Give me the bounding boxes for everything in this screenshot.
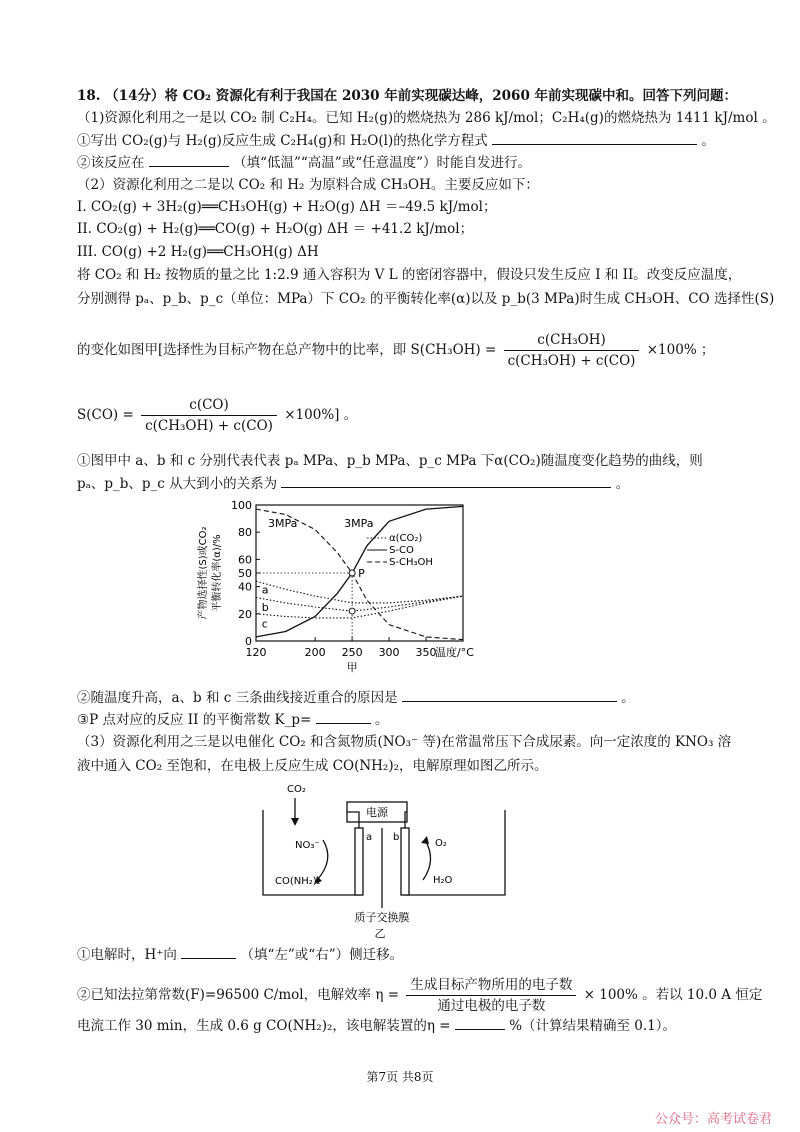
y-tick-label: 40 <box>238 580 252 594</box>
y-axis-label-2: 平衡转化率(α)/% <box>212 534 223 612</box>
h2o-label: H₂O <box>433 875 453 886</box>
y-tick-label: 50 <box>238 567 252 580</box>
point-p-label: P <box>358 567 365 580</box>
legend-label: S-CO <box>389 545 414 556</box>
x-tick-label: 300 <box>378 646 400 659</box>
o2-arrowhead <box>421 836 429 844</box>
legend-label: S-CH₃OH <box>389 557 433 568</box>
electrode-b-label: b <box>393 832 400 843</box>
answer-blank-2[interactable] <box>149 153 229 167</box>
figure-yi-electrolysis <box>255 780 515 940</box>
part3-q2-a: ②已知法拉第常数(F)=96500 C/mol，电解效率 η = $\frac{\text{生成目标产物所用的电子数}}{\text{通过电极的电子数}}$ × 100% 。若以 10.0 A 恒定 <box>77 977 763 1014</box>
part1-q1: ①写出 CO₂(g)与 H₂(g)反应生成 C₂H₄(g)和 H₂O(l)的热化学方程式 。 <box>77 133 715 149</box>
electrode-b <box>401 828 409 895</box>
answer-blank-6[interactable] <box>181 945 236 959</box>
x-tick-label: 200 <box>304 646 326 659</box>
x-axis-label: 温度/°C <box>435 646 474 659</box>
y-tick-label: 0 <box>245 635 252 648</box>
part3-b: 液中通入 CO₂ 至饱和，在电极上反应生成 CO(NH₂)₂，电解原理如图乙所示。 <box>77 758 548 774</box>
series-line-b <box>256 596 463 611</box>
annotation-3mpa-left: 3MPa <box>268 517 298 530</box>
series-line-a <box>256 581 463 603</box>
part2-desc-1: 将 CO₂ 和 H₂ 按物质的量之比 1:2.9 通入容积为 V L 的密闭容器中，假设只发生反应 I 和 II。改变反应温度， <box>77 267 742 283</box>
y-tick-label: 100 <box>231 499 252 512</box>
answer-blank-7[interactable] <box>455 1016 505 1030</box>
part3-q1: ①电解时，H⁺向 （填“左”或“右”）侧迁移。 <box>77 947 404 963</box>
fraction-s-ch3oh: $\frac{\text{c(CH₃OH)}}{\text{c(CH₃OH) + c(CO)}}$ <box>504 331 640 370</box>
figure-jia-chart <box>188 497 548 677</box>
part1-text: （1)资源化利用之一是以 CO₂ 制 C₂H₄。已知 H₂(g)的燃烧热为 286 kJ/mol；C₂H₄(g)的燃烧热为 1411 kJ/mol 。 <box>77 110 776 126</box>
y-tick-label: 20 <box>238 607 252 621</box>
point-p <box>349 570 355 576</box>
answer-blank-4[interactable] <box>402 688 617 702</box>
curve-label-a: a <box>261 583 269 597</box>
part3-q2-c: 电流工作 30 min，生成 0.6 g CO(NH₂)₂，该电解装置的η = %（计算结果精确至 0.1）。 <box>77 1018 677 1034</box>
s-co-definition: S(CO) = $\frac{c(CO)}{\text{c(CH₃OH) + c(CO)}}$ ×100%] 。 <box>77 397 358 434</box>
urea-label: CO(NH₂)₂ <box>275 876 321 887</box>
figure-yi-caption: 乙 <box>374 927 386 940</box>
part2-text: （2）资源化利用之二是以 CO₂ 和 H₂ 为原料合成 CH₃OH。主要反应如下： <box>77 177 539 193</box>
membrane-label: 质子交换膜 <box>354 911 410 924</box>
point-marker <box>349 608 355 614</box>
reaction-3: III. CO(g) +2 H₂(g)══CH₃OH(g) ΔH <box>77 244 319 260</box>
o2-label: O₂ <box>435 838 447 849</box>
part2-q1-b: pₐ、p_b、p_c 从大到小的关系为 。 <box>77 476 630 492</box>
y-tick-label: 60 <box>238 553 252 567</box>
reaction-1: I. CO₂(g) + 3H₂(g)══CH₃OH(g) + H₂O(g) ΔH ＝–49.5 kJ/mol； <box>77 199 497 215</box>
legend-label: α(CO₂) <box>389 533 423 544</box>
co2-label: CO₂ <box>287 784 306 795</box>
part2-desc-2: 分别测得 pₐ、p_b、p_c（单位：MPa）下 CO₂ 的平衡转化率(α)以及 p_b(3 MPa)时生成 CH₃OH、CO 选择性(S) <box>77 291 775 307</box>
curve-label-b: b <box>261 601 269 614</box>
answer-blank-3[interactable] <box>281 474 611 488</box>
part2-desc-3: 的变化如图甲[选择性为目标产物在总产物中的比率，即 S(CH₃OH) = $\frac{\text{c(CH₃OH)}}{\text{c(CH₃OH) + c(CO)}}$ ×100% ； <box>77 332 715 369</box>
cell-right-container <box>405 810 505 895</box>
co2-arrowhead <box>291 818 299 826</box>
figure-jia-caption: 甲 <box>346 661 358 674</box>
electrode-a-label: a <box>366 832 373 843</box>
page-footer: 第7页 共8页 <box>366 1070 434 1084</box>
part2-q1-a: ①图甲中 a、b 和 c 分别代表代表 pₐ MPa、p_b MPa、p_c MPa 下α(CO₂)随温度变化趋势的曲线，则 <box>77 453 703 469</box>
part2-q3: ③P 点对应的反应 II 的平衡常数 K_p= 。 <box>77 712 389 728</box>
part2-q2: ②随温度升高，a、b 和 c 三条曲线接近重合的原因是 。 <box>77 690 635 706</box>
watermark: 公众号：高考试卷君 <box>654 1112 772 1127</box>
reaction-2: II. CO₂(g) + H₂(g)══CO(g) + H₂O(g) ΔH ＝ +41.2 kJ/mol； <box>77 221 474 237</box>
y-tick-label: 80 <box>238 526 252 540</box>
answer-blank-1[interactable] <box>492 131 697 145</box>
x-tick-label: 250 <box>341 646 363 659</box>
electrode-a <box>355 828 363 895</box>
annotation-3mpa-right: 3MPa <box>344 517 374 530</box>
fraction-s-co: $\frac{c(CO)}{\text{c(CH₃OH) + c(CO)}}$ <box>141 396 277 435</box>
part1-q2: ②该反应在 （填“低温”“高温”或“任意温度”）时能自发进行。 <box>77 155 532 171</box>
power-label: 电源 <box>366 806 388 819</box>
part3-a: （3）资源化利用之三是以电催化 CO₂ 和含氮物质(NO₃⁻ 等)在常温常压下合成尿素。向一定浓度的 KNO₃ 溶 <box>77 734 732 750</box>
curve-label-c: c <box>261 617 268 631</box>
fraction-efficiency: $\frac{\text{生成目标产物所用的电子数}}{\text{通过电极的电子数}}$ <box>406 976 576 1015</box>
question-intro: 18. （14分）将 CO₂ 资源化有利于我国在 2030 年前实现碳达峰，2060 年前实现碳中和。回答下列问题： <box>77 88 738 104</box>
arrow-h2o-to-o2 <box>423 840 431 880</box>
y-axis-label-1: 产物选择性(S)或CO₂ <box>198 526 209 620</box>
x-tick-label: 120 <box>245 646 267 659</box>
no3-label: NO₃⁻ <box>295 840 320 851</box>
x-tick-label: 350 <box>415 646 437 659</box>
answer-blank-5[interactable] <box>316 710 371 724</box>
